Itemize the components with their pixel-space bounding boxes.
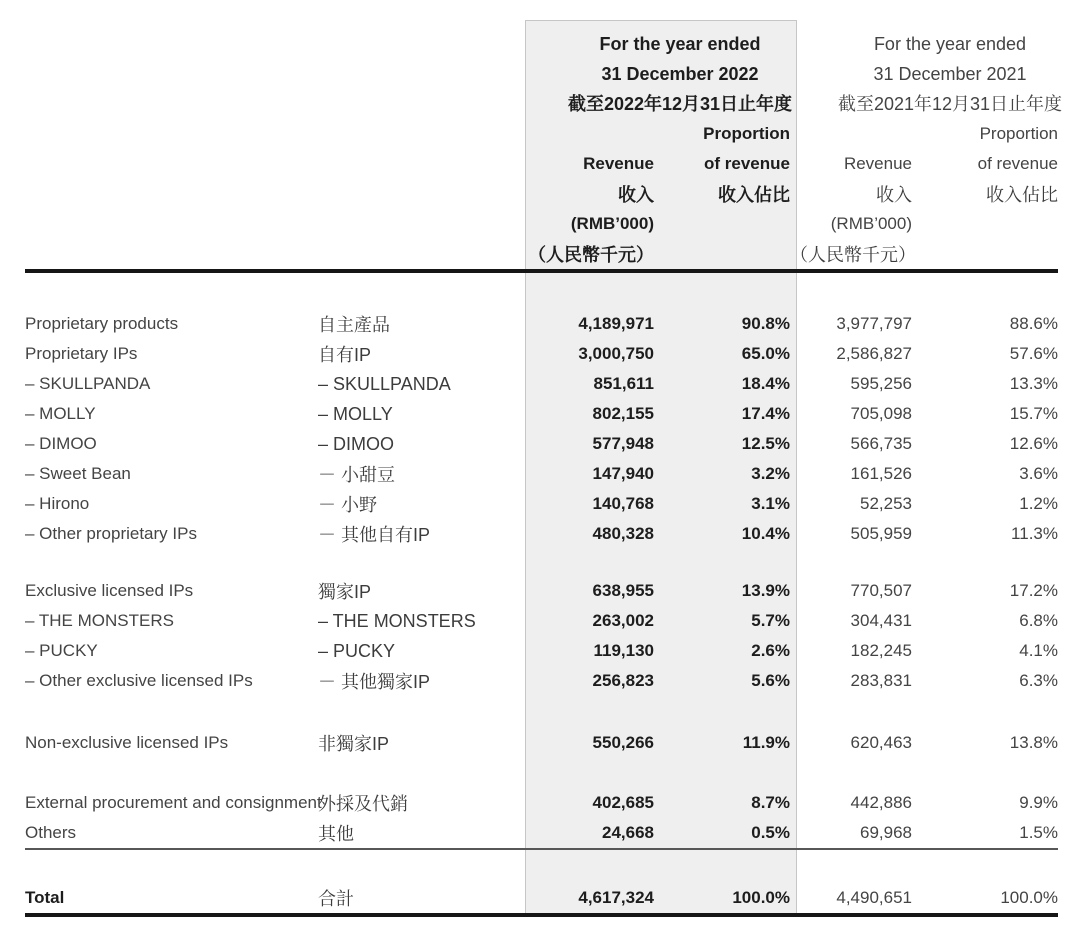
table-row bbox=[0, 636, 1080, 666]
table-row bbox=[0, 309, 1080, 339]
proportion-2022-value: 2.6% bbox=[751, 641, 790, 660]
revenue-2022-value: 4,189,971 bbox=[578, 314, 654, 333]
revenue-2021-value: 595,256 bbox=[850, 374, 912, 393]
revenue-2022-value: 263,002 bbox=[592, 611, 654, 630]
proportion-2021-value: 4.1% bbox=[1019, 641, 1058, 660]
proportion-2021-value: 15.7% bbox=[1009, 404, 1058, 423]
fy2022-period-line1: For the year ended bbox=[599, 34, 761, 54]
column-header-row-revenue bbox=[0, 149, 1080, 179]
table-row bbox=[0, 666, 1080, 696]
table-row bbox=[0, 459, 1080, 489]
proportion-2022-value: 90.8% bbox=[741, 314, 790, 333]
row-label-en: – MOLLY bbox=[25, 404, 96, 423]
row-label-zh: 外採及代銷 bbox=[318, 794, 408, 814]
row-label-en: – Other proprietary IPs bbox=[25, 524, 197, 543]
column-header-row-unit-zh bbox=[0, 239, 1080, 269]
revenue-2021-header-zh: 收入 bbox=[876, 185, 912, 205]
revenue-2022-value: 140,768 bbox=[592, 494, 654, 513]
row-label-en: – Sweet Bean bbox=[25, 464, 131, 483]
proportion-2022-header-zh: 收入佔比 bbox=[718, 185, 790, 205]
proportion-2022-value: 3.1% bbox=[751, 494, 790, 513]
revenue-2021-value: 620,463 bbox=[850, 733, 912, 752]
proportion-2021-value: 12.6% bbox=[1009, 434, 1058, 453]
row-label-en: Non-exclusive licensed IPs bbox=[25, 733, 229, 752]
revenue-2021-value: 3,977,797 bbox=[836, 314, 912, 333]
proportion-2022-header-line2: of revenue bbox=[704, 154, 790, 173]
total-label-en: Total bbox=[25, 888, 65, 907]
revenue-2021-value: 2,586,827 bbox=[836, 344, 912, 363]
column-header-row-proportion bbox=[0, 119, 1080, 149]
unit-2022-header-zh: （人民幣千元） bbox=[528, 245, 654, 265]
revenue-2021-header: Revenue bbox=[843, 154, 912, 173]
revenue-2022-value: 550,266 bbox=[592, 733, 654, 752]
total-proportion-2022: 100.0% bbox=[732, 888, 790, 907]
table-row bbox=[0, 489, 1080, 519]
table-body bbox=[0, 309, 1080, 917]
proportion-2021-value: 57.6% bbox=[1009, 344, 1058, 363]
fy2022-period-header bbox=[529, 29, 831, 119]
proportion-2021-value: 17.2% bbox=[1009, 581, 1058, 600]
row-label-zh: – DIMOO bbox=[318, 433, 395, 454]
proportion-2022-value: 11.9% bbox=[742, 733, 790, 752]
proportion-2021-value: 3.6% bbox=[1019, 464, 1058, 483]
row-label-zh: 其他 bbox=[318, 824, 354, 844]
revenue-2022-value: 480,328 bbox=[592, 524, 654, 543]
proportion-2022-value: 17.4% bbox=[741, 404, 790, 423]
revenue-2022-value: 851,611 bbox=[593, 374, 654, 393]
unit-2021-header: (RMB’000) bbox=[830, 214, 912, 233]
total-spacer bbox=[0, 850, 1080, 883]
revenue-2022-value: 577,948 bbox=[592, 434, 654, 453]
proportion-2022-value: 8.7% bbox=[751, 793, 790, 812]
row-label-zh: – THE MONSTERS bbox=[318, 610, 476, 631]
revenue-2021-value: 52,253 bbox=[860, 494, 912, 513]
proportion-2022-header-line1: Proportion bbox=[703, 124, 790, 143]
header-rule bbox=[25, 269, 1058, 273]
row-label-en: – DIMOO bbox=[25, 434, 97, 453]
total-proportion-2021: 100.0% bbox=[1000, 888, 1058, 907]
row-label-zh: – PUCKY bbox=[318, 640, 396, 661]
row-label-en: External procurement and consignment bbox=[25, 793, 322, 812]
proportion-2021-value: 13.8% bbox=[1009, 733, 1058, 752]
revenue-2021-value: 505,959 bbox=[850, 524, 912, 543]
table-row bbox=[0, 788, 1080, 818]
revenue-2021-value: 442,886 bbox=[850, 793, 912, 812]
table-row bbox=[0, 576, 1080, 606]
total-label-zh: 合計 bbox=[318, 889, 354, 909]
total-revenue-2021: 4,490,651 bbox=[836, 888, 912, 907]
revenue-2022-value: 3,000,750 bbox=[578, 344, 654, 363]
table-row bbox=[0, 429, 1080, 459]
row-label-zh: 非獨家IP bbox=[318, 734, 390, 754]
proportion-2021-value: 1.5% bbox=[1019, 823, 1058, 842]
row-label-zh: 自主產品 bbox=[318, 315, 390, 335]
total-revenue-2022: 4,617,324 bbox=[578, 888, 654, 907]
row-label-en: Proprietary products bbox=[25, 314, 179, 333]
proportion-2021-value: 6.8% bbox=[1019, 611, 1058, 630]
bottom-rule bbox=[25, 913, 1058, 917]
row-label-zh: － 其他獨家IP bbox=[318, 672, 431, 692]
column-headers bbox=[0, 119, 1080, 269]
row-label-en: – SKULLPANDA bbox=[25, 374, 151, 393]
revenue-2022-value: 147,940 bbox=[592, 464, 654, 483]
proportion-2021-header-zh: 收入佔比 bbox=[986, 185, 1058, 205]
revenue-2021-value: 69,968 bbox=[860, 823, 912, 842]
total-row bbox=[0, 883, 1080, 913]
row-label-zh: － 小野 bbox=[318, 495, 378, 515]
revenue-2021-value: 283,831 bbox=[850, 671, 912, 690]
column-header-row-zh bbox=[0, 179, 1080, 209]
row-label-en: – THE MONSTERS bbox=[25, 611, 174, 630]
revenue-2021-value: 705,098 bbox=[850, 404, 912, 423]
proportion-2022-value: 3.2% bbox=[751, 464, 790, 483]
proportion-2022-value: 65.0% bbox=[741, 344, 790, 363]
proportion-2022-value: 10.4% bbox=[741, 524, 790, 543]
row-label-zh: 獨家IP bbox=[318, 582, 372, 602]
table-row bbox=[0, 519, 1080, 549]
row-label-zh: － 小甜豆 bbox=[318, 465, 396, 485]
revenue-2021-value: 566,735 bbox=[850, 434, 912, 453]
revenue-2022-value: 802,155 bbox=[592, 404, 654, 423]
unit-2022-header: (RMB’000) bbox=[570, 214, 654, 233]
revenue-2022-header: Revenue bbox=[583, 154, 654, 173]
proportion-2022-value: 18.4% bbox=[741, 374, 790, 393]
row-label-zh: 自有IP bbox=[318, 345, 372, 365]
row-label-en: Others bbox=[25, 823, 77, 842]
table-row bbox=[0, 339, 1080, 369]
fy2022-period-line-zh: 截至2022年12月31日止年度 bbox=[567, 94, 793, 114]
proportion-2021-value: 11.3% bbox=[1011, 524, 1058, 543]
rows-container bbox=[0, 309, 1080, 848]
table-row bbox=[0, 369, 1080, 399]
row-label-en: – Other exclusive licensed IPs bbox=[25, 671, 253, 690]
proportion-2021-value: 6.3% bbox=[1019, 671, 1058, 690]
revenue-2021-value: 770,507 bbox=[850, 581, 912, 600]
revenue-2022-header-zh: 收入 bbox=[618, 185, 654, 205]
proportion-2021-header-line2: of revenue bbox=[977, 154, 1058, 173]
revenue-2021-value: 161,526 bbox=[850, 464, 912, 483]
row-label-en: Proprietary IPs bbox=[25, 344, 138, 363]
proportion-2021-value: 88.6% bbox=[1009, 314, 1058, 333]
row-label-en: Exclusive licensed IPs bbox=[25, 581, 194, 600]
proportion-2021-header-line1: Proportion bbox=[979, 124, 1058, 143]
row-label-en: – PUCKY bbox=[25, 641, 98, 660]
row-label-zh: － 其他自有IP bbox=[318, 525, 431, 545]
proportion-2022-value: 0.5% bbox=[751, 823, 790, 842]
proportion-2022-value: 5.6% bbox=[751, 671, 790, 690]
proportion-2021-value: 13.3% bbox=[1009, 374, 1058, 393]
revenue-2022-value: 638,955 bbox=[592, 581, 654, 600]
table-row bbox=[0, 606, 1080, 636]
fy2021-period-line-zh: 截至2021年12月31日止年度 bbox=[837, 94, 1063, 114]
proportion-2022-value: 5.7% bbox=[751, 611, 790, 630]
fy2022-period-line2: 31 December 2022 bbox=[601, 64, 759, 84]
column-header-row-unit bbox=[0, 209, 1080, 239]
revenue-2022-value: 24,668 bbox=[602, 823, 654, 842]
table-row bbox=[0, 728, 1080, 758]
proportion-2021-value: 9.9% bbox=[1019, 793, 1058, 812]
row-label-zh: – MOLLY bbox=[318, 403, 393, 424]
revenue-2022-value: 256,823 bbox=[592, 671, 654, 690]
proportion-2021-value: 1.2% bbox=[1019, 494, 1058, 513]
revenue-2021-value: 304,431 bbox=[850, 611, 912, 630]
table-row bbox=[0, 818, 1080, 848]
row-label-zh: – SKULLPANDA bbox=[318, 373, 451, 394]
proportion-2022-value: 12.5% bbox=[741, 434, 790, 453]
fy2021-period-header bbox=[799, 29, 1080, 119]
revenue-2021-value: 182,245 bbox=[850, 641, 912, 660]
unit-2021-header-zh: （人民幣千元） bbox=[790, 245, 916, 265]
revenue-2022-value: 402,685 bbox=[592, 793, 654, 812]
fy2021-period-line2: 31 December 2021 bbox=[873, 64, 1027, 84]
proportion-2022-value: 13.9% bbox=[741, 581, 790, 600]
table-row bbox=[0, 399, 1080, 429]
revenue-2022-value: 119,130 bbox=[593, 641, 654, 660]
fy2021-period-line1: For the year ended bbox=[873, 34, 1027, 54]
row-label-en: – Hirono bbox=[25, 494, 90, 513]
